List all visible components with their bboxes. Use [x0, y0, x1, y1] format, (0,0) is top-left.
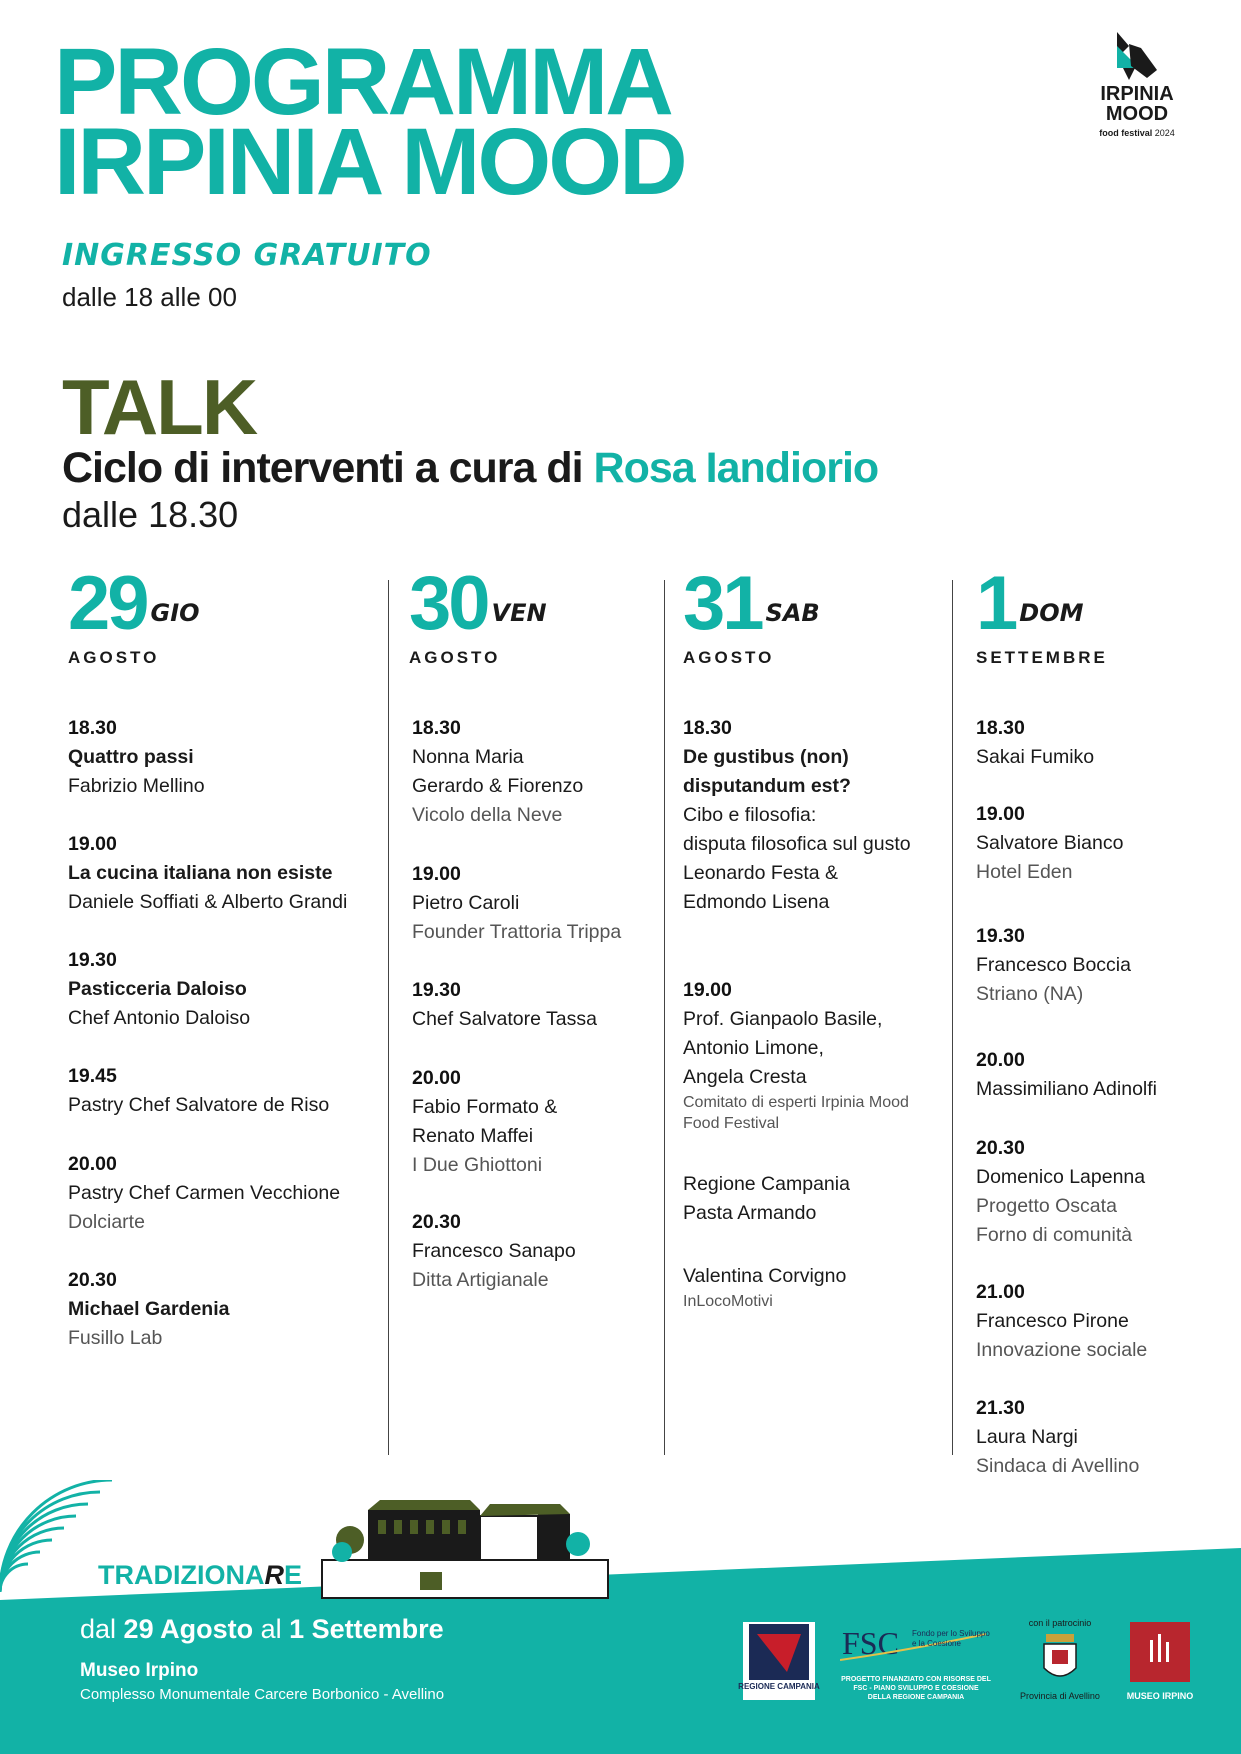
- schedule-event: [68, 1150, 340, 1237]
- event-affiliation: Innovazione sociale: [976, 1339, 1148, 1361]
- fsc-note-line: DELLA REGIONE CAMPANIA: [867, 1694, 965, 1701]
- event-time: 18.30: [976, 717, 1025, 739]
- logo-tagline-year: 2024: [1154, 128, 1175, 138]
- day-header-29: [68, 561, 200, 668]
- schedule-event: [683, 714, 911, 917]
- day-header-1: [976, 561, 1108, 668]
- venue-address: Complesso Monumentale Carcere Borbonico - Avellino: [80, 1686, 445, 1703]
- schedule-event: [412, 714, 583, 830]
- event-title: Michael Gardenia: [68, 1298, 230, 1320]
- column-divider: [664, 580, 665, 1455]
- event-speaker: Cibo e filosofia:: [683, 804, 817, 826]
- event-speaker: Pasta Armando: [683, 1202, 817, 1224]
- event-affiliation: Founder Trattoria Trippa: [412, 921, 622, 943]
- event-speaker: Pastry Chef Carmen Vecchione: [68, 1182, 341, 1204]
- event-time: 21.00: [976, 1281, 1025, 1303]
- event-affiliation: Ditta Artigianale: [412, 1269, 549, 1291]
- schedule-event: [412, 976, 597, 1034]
- event-time: 19.30: [68, 949, 117, 971]
- subtitle-prefix: Ciclo di interventi a cura di: [62, 444, 583, 492]
- day-month: AGOSTO: [409, 648, 501, 667]
- event-speaker: Fabrizio Mellino: [68, 775, 205, 797]
- dates-dal: dal: [80, 1614, 117, 1644]
- logo-text-line-2: MOOD: [1105, 103, 1169, 125]
- event-speaker: Domenico Lapenna: [976, 1166, 1146, 1188]
- event-affiliation: Comitato di esperti Irpinia Mood: [683, 1094, 909, 1111]
- event-time: 20.30: [68, 1269, 117, 1291]
- event-speaker: Chef Salvatore Tassa: [412, 1008, 597, 1030]
- event-title: La cucina italiana non esiste: [68, 862, 333, 884]
- museo-bars-icon: [1130, 1622, 1190, 1682]
- schedule-event: [68, 714, 205, 801]
- event-speaker: Fabio Formato &: [412, 1096, 558, 1118]
- event-speaker: Laura Nargi: [976, 1426, 1078, 1448]
- event-affiliation: Food Festival: [683, 1115, 780, 1132]
- event-speaker: Regione Campania: [683, 1173, 850, 1195]
- event-speaker: Valentina Corvigno: [683, 1265, 847, 1287]
- event-time: 19.00: [976, 803, 1025, 825]
- event-time: 21.30: [976, 1397, 1025, 1419]
- museo-irpino-logo: [1130, 1622, 1190, 1682]
- event-speaker: disputa filosofica sul gusto: [683, 833, 911, 855]
- schedule-event: [68, 830, 347, 917]
- day-name: VEN: [491, 599, 547, 627]
- provincia-label: Provincia di Avellino: [1020, 1691, 1100, 1701]
- event-speaker: Pastry Chef Salvatore de Riso: [68, 1094, 330, 1116]
- column-divider: [952, 580, 953, 1455]
- event-time: 20.00: [68, 1153, 117, 1175]
- tradizionare-b: E: [283, 1560, 302, 1590]
- event-speaker: Sakai Fumiko: [976, 746, 1095, 768]
- logo-tagline-a: food festival: [1099, 128, 1153, 138]
- schedule-event: [683, 976, 909, 1134]
- schedule-event: [976, 800, 1123, 887]
- day-number: 31: [683, 561, 762, 646]
- event-speaker: Daniele Soffiati & Alberto Grandi: [68, 891, 348, 913]
- museum-building-illustration: [322, 1500, 608, 1598]
- schedule-event: [976, 1278, 1147, 1365]
- schedule-event: [68, 1266, 229, 1353]
- column-divider: [388, 580, 389, 1455]
- dates-end: 1 Settembre: [289, 1614, 444, 1644]
- ingresso-label: INGRESSO GRATUITO: [62, 238, 432, 273]
- event-affiliation: Sindaca di Avellino: [976, 1455, 1140, 1477]
- event-title: Quattro passi: [68, 746, 194, 768]
- dates-start: 29 Agosto: [123, 1614, 254, 1644]
- schedule-event: [412, 1208, 576, 1295]
- event-speaker: Prof. Gianpaolo Basile,: [683, 1008, 883, 1030]
- event-title: De gustibus (non): [683, 746, 849, 768]
- talk-time: dalle 18.30: [62, 494, 239, 535]
- schedule-event: [68, 1062, 329, 1120]
- tradizionare-wordmark: [98, 1560, 302, 1591]
- event-time: 19.45: [68, 1065, 117, 1087]
- schedule-event: [412, 1064, 557, 1180]
- title-line-1: PROGRAMMA: [54, 29, 671, 135]
- fsc-sub-2: e la Coesione: [912, 1639, 961, 1648]
- event-affiliation: Hotel Eden: [976, 861, 1073, 883]
- ingresso-time: dalle 18 alle 00: [62, 282, 237, 312]
- event-affiliation: Striano (NA): [976, 983, 1084, 1005]
- logo-tagline: [1077, 128, 1197, 138]
- event-time: 20.30: [976, 1137, 1025, 1159]
- day-name: SAB: [765, 599, 820, 627]
- event-speaker: Pietro Caroli: [412, 892, 520, 914]
- festival-dates: [80, 1614, 444, 1645]
- event-affiliation: Progetto Oscata: [976, 1195, 1117, 1217]
- event-speaker: Gerardo & Fiorenzo: [412, 775, 584, 797]
- event-time: 19.00: [68, 833, 117, 855]
- schedule-event: [976, 1046, 1157, 1104]
- event-speaker: Nonna Maria: [412, 746, 524, 768]
- day-month: AGOSTO: [68, 648, 160, 667]
- fsc-sub-1: Fondo per lo Sviluppo: [912, 1629, 990, 1638]
- regione-campania-label: REGIONE CAMPANIA: [738, 1682, 820, 1691]
- event-affiliation: Forno di comunità: [976, 1224, 1133, 1246]
- patrocinio-label: con il patrocinio: [1028, 1618, 1092, 1628]
- event-title: Pasticceria Daloiso: [68, 978, 247, 1000]
- day-number: 30: [409, 561, 488, 646]
- fsc-text: FSC: [842, 1625, 899, 1661]
- day-name: DOM: [1019, 599, 1084, 627]
- event-affiliation: Vicolo della Neve: [412, 804, 563, 826]
- provincia-crest-icon: [1040, 1634, 1080, 1684]
- event-speaker: Renato Maffei: [412, 1125, 534, 1147]
- dates-al: al: [260, 1614, 282, 1644]
- event-time: 19.00: [683, 979, 732, 1001]
- schedule-event: [976, 922, 1131, 1009]
- event-speaker: Massimiliano Adinolfi: [976, 1078, 1157, 1100]
- schedule-event: [68, 946, 250, 1033]
- event-affiliation: Dolciarte: [68, 1211, 145, 1233]
- schedule-event: [976, 1394, 1139, 1481]
- event-time: 19.30: [976, 925, 1025, 947]
- event-speaker: Francesco Sanapo: [412, 1240, 576, 1262]
- event-time: 18.30: [683, 717, 732, 739]
- day-month: SETTEMBRE: [976, 648, 1108, 667]
- event-title: disputandum est?: [683, 775, 851, 797]
- curator-name: Rosa Iandiorio: [593, 444, 879, 492]
- day-month: AGOSTO: [683, 648, 775, 667]
- event-speaker: Leonardo Festa &: [683, 862, 839, 884]
- event-time: 18.30: [68, 717, 117, 739]
- venue-name: Museo Irpino: [80, 1660, 199, 1681]
- event-time: 20.00: [976, 1049, 1025, 1071]
- event-speaker: Francesco Pirone: [976, 1310, 1129, 1332]
- fsc-note-line: PROGETTO FINANZIATO CON RISORSE DEL: [841, 1676, 991, 1683]
- museo-irpino-label: MUSEO IRPINO: [1126, 1691, 1194, 1701]
- schedule-event: [683, 1262, 846, 1312]
- fsc-logo: [840, 1620, 990, 1670]
- event-speaker: Francesco Boccia: [976, 954, 1131, 976]
- event-speaker: Chef Antonio Daloiso: [68, 1007, 251, 1029]
- fsc-funding-note: [836, 1675, 996, 1702]
- event-speaker: Edmondo Lisena: [683, 891, 830, 913]
- schedule-event: [412, 860, 621, 947]
- day-header-30: [409, 561, 547, 668]
- day-number: 29: [68, 561, 147, 646]
- event-affiliation: InLocoMotivi: [683, 1293, 773, 1310]
- event-affiliation: I Due Ghiottoni: [412, 1154, 543, 1176]
- event-speaker: Angela Cresta: [683, 1066, 807, 1088]
- day-name: GIO: [150, 599, 200, 627]
- tradizionare-r: R: [264, 1560, 284, 1590]
- talk-subtitle: [62, 444, 878, 493]
- event-time: 20.30: [412, 1211, 461, 1233]
- event-time: 20.00: [412, 1067, 461, 1089]
- event-time: 19.00: [412, 863, 461, 885]
- day-number: 1: [976, 561, 1016, 646]
- arcs-decoration: [0, 1480, 112, 1592]
- schedule-event: [683, 1170, 850, 1228]
- event-time: 19.30: [412, 979, 461, 1001]
- fsc-note-line: FSC - PIANO SVILUPPO E COESIONE: [853, 1685, 979, 1692]
- event-speaker: Salvatore Bianco: [976, 832, 1124, 854]
- event-affiliation: Fusillo Lab: [68, 1327, 163, 1349]
- title-line-2: IRPINIA MOOD: [54, 109, 685, 215]
- logo-text-line-1: IRPINIA: [1100, 83, 1174, 105]
- page-title: [54, 29, 685, 215]
- tradizionare-a: TRADIZIONA: [98, 1560, 265, 1590]
- day-header-31: [683, 561, 820, 668]
- schedule-event: [976, 1134, 1145, 1250]
- event-time: 18.30: [412, 717, 461, 739]
- event-speaker: Antonio Limone,: [683, 1037, 824, 1059]
- schedule-event: [976, 714, 1094, 772]
- talk-heading: TALK: [62, 363, 257, 451]
